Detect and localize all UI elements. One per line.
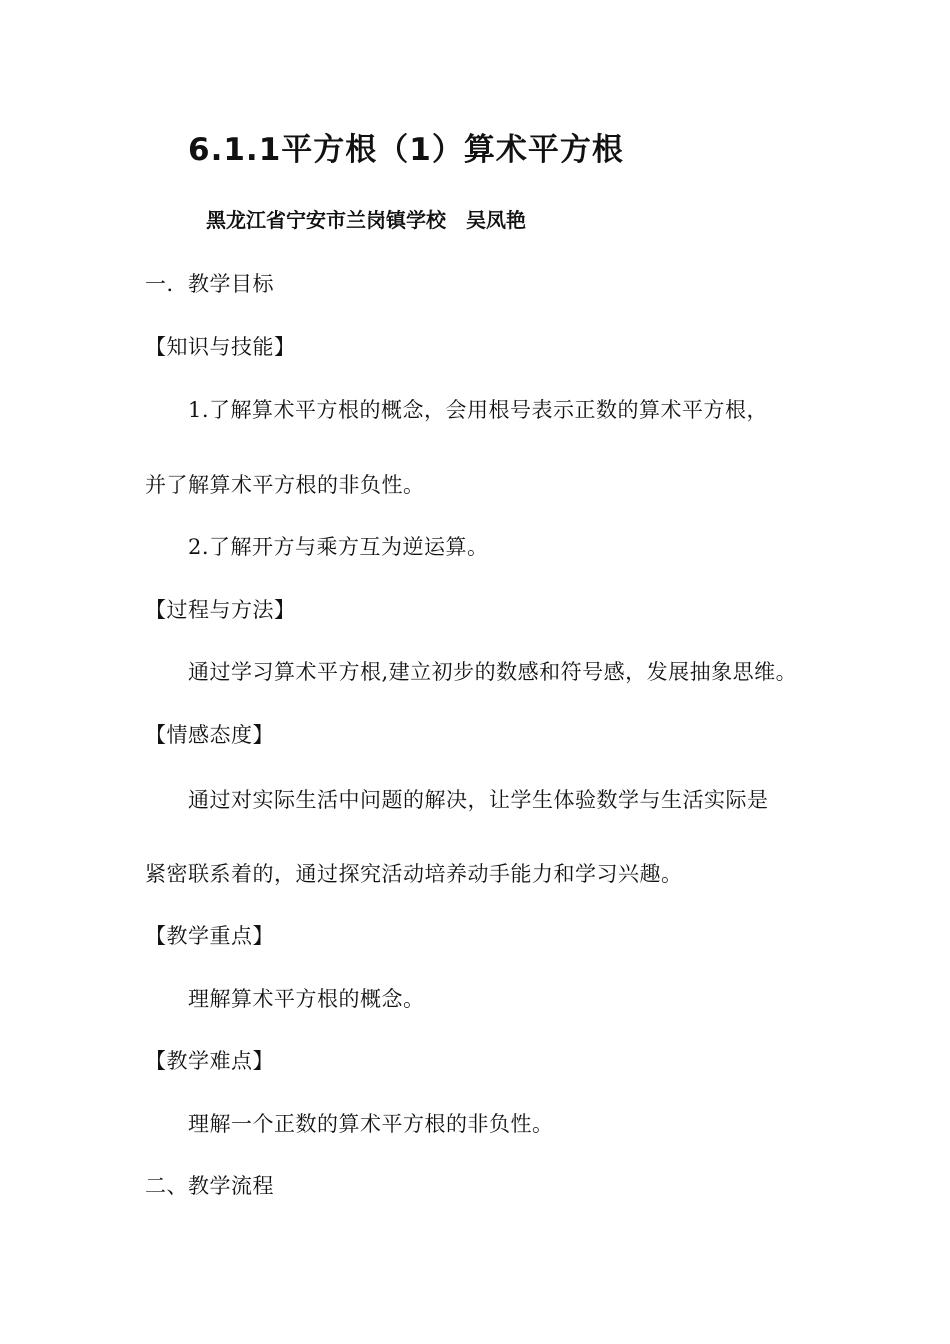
paragraph-line: 1.了解算术平方根的概念，会用根号表示正数的算术平方根， [188,398,769,422]
paragraph-line: 并了解算术平方根的非负性。 [145,473,425,497]
section-heading-process: 二、教学流程 [145,1174,274,1198]
paragraph-line: 理解一个正数的算术平方根的非负性。 [188,1112,554,1136]
subheading-key-points: 【教学重点】 [145,924,274,948]
paragraph-line: 紧密联系着的，通过探究活动培养动手能力和学习兴趣。 [145,862,683,886]
paragraph-line: 2.了解开方与乘方互为逆运算。 [188,535,489,559]
subheading-emotion-attitude: 【情感态度】 [145,723,274,747]
paragraph-line: 通过对实际生活中问题的解决，让学生体验数学与生活实际是 [188,788,769,812]
subheading-difficulties: 【教学难点】 [145,1049,274,1073]
document-title: 6.1.1平方根（1）算术平方根 [188,132,624,168]
subheading-process-method: 【过程与方法】 [145,598,296,622]
paragraph-line: 理解算术平方根的概念。 [188,987,425,1011]
section-heading-objectives: 一．教学目标 [145,272,274,296]
author-line: 黑龙江省宁安市兰岗镇学校 吴凤艳 [206,208,526,232]
subheading-knowledge-skills: 【知识与技能】 [145,335,296,359]
paragraph-line: 通过学习算术平方根,建立初步的数感和符号感，发展抽象思维。 [188,660,798,684]
